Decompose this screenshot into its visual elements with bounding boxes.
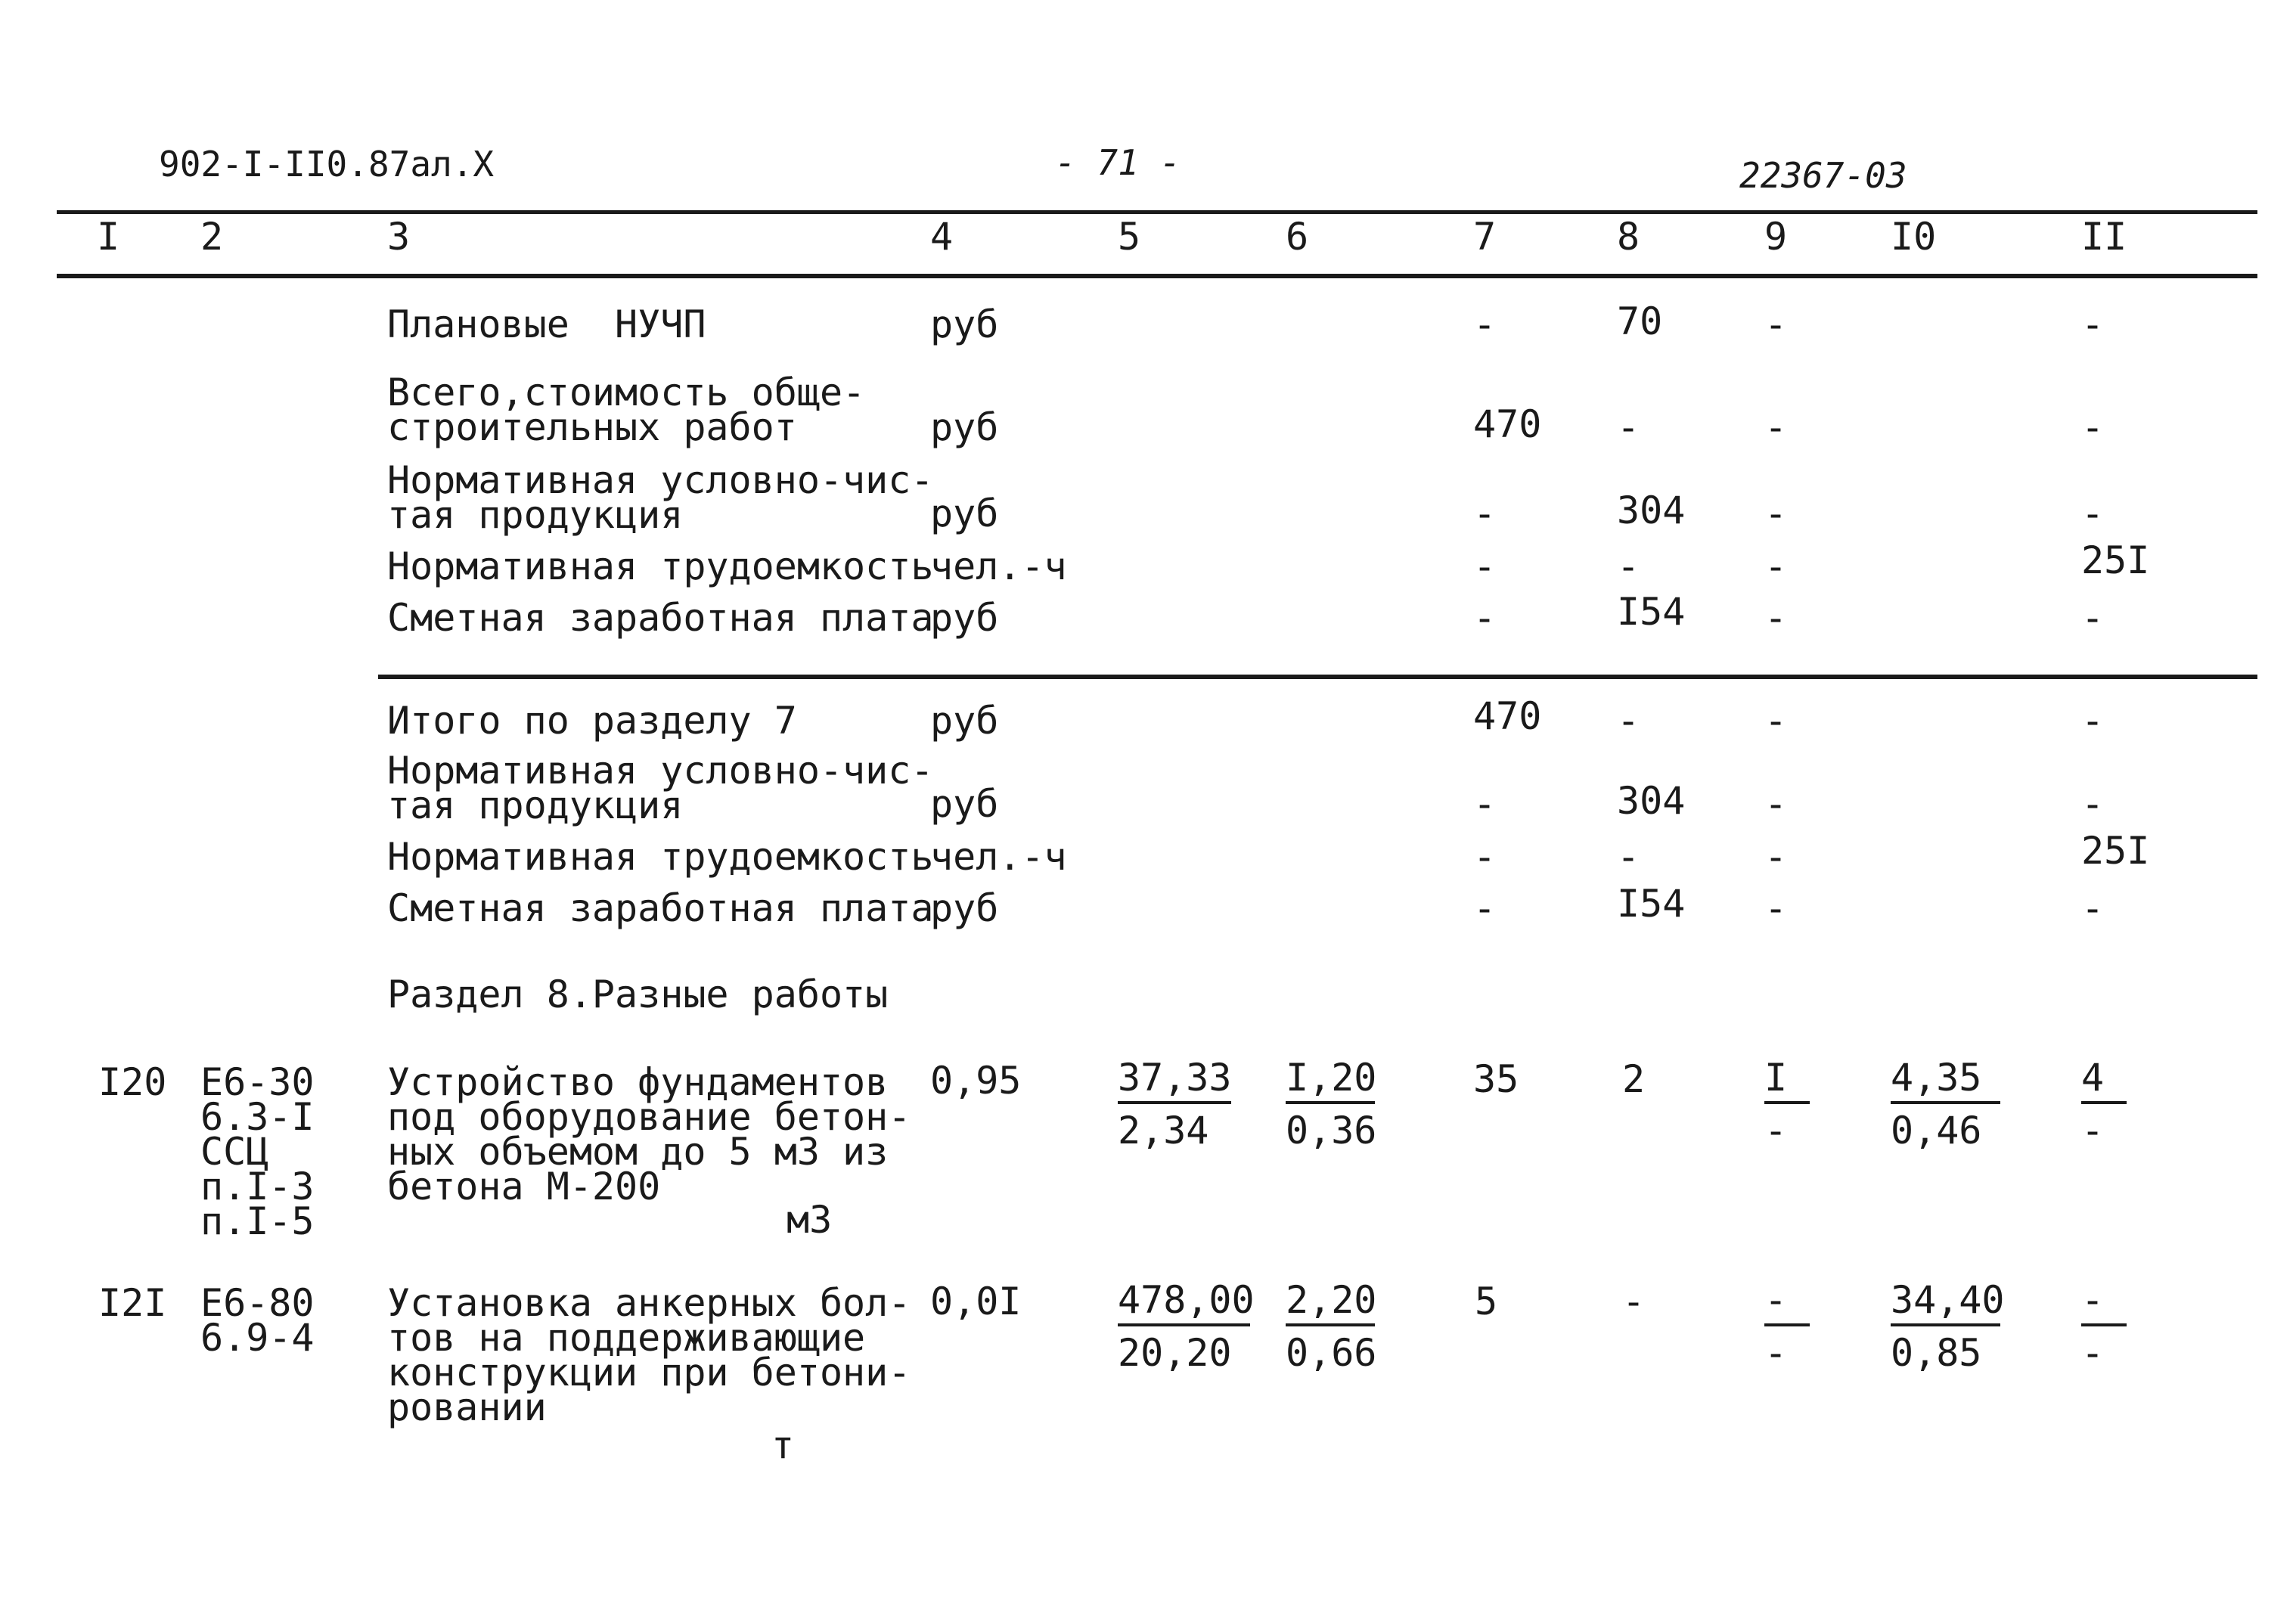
fraction-denominator: 0,46 [1891, 1109, 1982, 1153]
cell-col8: 304 [1617, 779, 1686, 823]
column-header: 7 [1473, 215, 1497, 259]
item-quantity: 0,0I [930, 1280, 1022, 1323]
fraction-numerator: I [1764, 1056, 1810, 1104]
cell-col7: - [1473, 544, 1497, 588]
item-code: Е6-80 6.9-4 [200, 1281, 315, 1360]
fraction-col6 [1286, 1056, 1375, 1153]
fraction-col10 [1891, 1278, 2005, 1375]
cell-col9: - [1764, 596, 1788, 640]
cell-col9: - [1764, 886, 1788, 930]
column-header: 3 [387, 215, 411, 259]
cell-col8: I54 [1617, 590, 1686, 634]
column-header: 8 [1617, 215, 1640, 259]
column-header: 9 [1764, 215, 1788, 259]
cell-col7: - [1473, 596, 1497, 640]
cell-col11: 25I [2081, 538, 2150, 582]
fraction-denominator: - [2081, 1109, 2105, 1153]
fraction-numerator: 4,35 [1891, 1056, 2000, 1104]
fraction-numerator: 478,00 [1118, 1278, 1250, 1326]
row-label: Нормативная условно-чис- тая продукция [387, 458, 934, 537]
row-label: Нормативная трудоемкость [387, 544, 934, 588]
row-label: Всего,стоимость обще- строительных работ [387, 371, 866, 449]
cell-col8: 70 [1617, 299, 1663, 343]
cell-col8: I54 [1617, 882, 1686, 926]
row-unit: чел.-ч [930, 835, 1067, 879]
fraction-denominator: - [2081, 1331, 2105, 1375]
item-quantity: 0,95 [930, 1059, 1022, 1103]
page-number: - 71 - [1055, 142, 1181, 183]
cell-col7: 35 [1473, 1057, 1519, 1101]
sheet-code: 22367-03 [1739, 155, 1907, 196]
cell-col11: - [2081, 886, 2105, 930]
row-unit: руб [930, 405, 999, 449]
item-number: I20 [98, 1060, 167, 1104]
cell-col9: - [1764, 544, 1788, 588]
fraction-numerator: 34,40 [1891, 1278, 2000, 1326]
column-header: 6 [1286, 215, 1309, 259]
cell-col7: 5 [1475, 1280, 1498, 1323]
cell-col7: 470 [1473, 402, 1542, 446]
item-description: Устройство фундаментов под оборудование бетон- ных объемом до 5 м3 из бетона М-200 [387, 1060, 911, 1208]
row-label: Нормативная условно-чис- тая продукция [387, 749, 934, 827]
fraction-denominator: 0,36 [1286, 1109, 1377, 1153]
cell-col9: - [1764, 492, 1788, 535]
column-header: 5 [1118, 215, 1141, 259]
column-header: I0 [1891, 215, 1937, 259]
cell-col8: - [1617, 835, 1640, 879]
cell-col11: 25I [2081, 829, 2150, 873]
cell-col11: - [2081, 492, 2105, 535]
row-label: Итого по разделу 7 [387, 699, 797, 743]
item-measure-unit: м3 [787, 1198, 833, 1242]
cell-col7: - [1473, 302, 1497, 346]
cell-col8: - [1617, 699, 1640, 743]
table-header-rule [57, 274, 2257, 278]
cell-col11: - [2081, 405, 2105, 449]
fraction-col9 [1764, 1278, 1810, 1375]
column-header: 2 [200, 215, 224, 259]
cell-col9: - [1764, 782, 1788, 826]
row-unit: чел.-ч [930, 544, 1067, 588]
fraction-col9 [1764, 1056, 1810, 1153]
cell-col8: - [1617, 544, 1640, 588]
column-header: II [2081, 215, 2127, 259]
row-unit: руб [930, 782, 999, 826]
fraction-denominator: - [1764, 1331, 1788, 1375]
item-number: I2I [98, 1281, 167, 1325]
fraction-numerator: 2,20 [1286, 1278, 1375, 1326]
cell-col7: 470 [1473, 694, 1542, 738]
fraction-col11 [2081, 1056, 2127, 1153]
cell-col11: - [2081, 699, 2105, 743]
fraction-numerator: 37,33 [1118, 1056, 1231, 1104]
row-unit: руб [930, 492, 999, 535]
column-header: 4 [930, 215, 954, 259]
fraction-denominator: - [1764, 1109, 1788, 1153]
cell-col9: - [1764, 699, 1788, 743]
cell-col11: - [2081, 596, 2105, 640]
fraction-numerator: - [2081, 1278, 2127, 1326]
row-unit: руб [930, 699, 999, 743]
cell-col7: - [1473, 492, 1497, 535]
cell-col8: 2 [1622, 1057, 1646, 1101]
fraction-denominator: 20,20 [1118, 1331, 1232, 1375]
fraction-denominator: 0,66 [1286, 1331, 1377, 1375]
cell-col8: 304 [1617, 489, 1686, 532]
cell-col9: - [1764, 405, 1788, 449]
fraction-denominator: 0,85 [1891, 1331, 1982, 1375]
fraction-col10 [1891, 1056, 2000, 1153]
fraction-numerator: - [1764, 1278, 1810, 1326]
fraction-col5 [1118, 1056, 1231, 1153]
cell-col9: - [1764, 302, 1788, 346]
row-label: Сметная заработная плата [387, 596, 934, 640]
fraction-col6 [1286, 1278, 1375, 1375]
fraction-col11 [2081, 1278, 2127, 1375]
item-measure-unit: т [771, 1423, 795, 1467]
section-divider [378, 675, 2257, 679]
item-code: Е6-30 6.3-I ССЦ п.I-3 п.I-5 [200, 1060, 315, 1243]
cell-col11: - [2081, 782, 2105, 826]
row-unit: руб [930, 302, 999, 346]
section-title: Раздел 8.Разные работы [387, 973, 889, 1016]
cell-col9: - [1764, 835, 1788, 879]
row-unit: руб [930, 886, 999, 930]
fraction-col5 [1118, 1278, 1255, 1375]
cell-col7: - [1473, 835, 1497, 879]
cell-col11: - [2081, 302, 2105, 346]
cell-col8: - [1622, 1280, 1646, 1323]
row-label: Плановые НУЧП [387, 302, 706, 346]
cell-col7: - [1473, 782, 1497, 826]
fraction-numerator: I,20 [1286, 1056, 1375, 1104]
column-header: I [97, 215, 120, 259]
item-description: Установка анкерных бол- тов на поддерживающие конструкции при бетони- ровании [387, 1281, 911, 1429]
fraction-denominator: 2,34 [1118, 1109, 1209, 1153]
cell-col8: - [1617, 405, 1640, 449]
row-label: Нормативная трудоемкость [387, 835, 934, 879]
cell-col7: - [1473, 886, 1497, 930]
row-unit: руб [930, 596, 999, 640]
document-code: 902-I-II0.87ал.X [159, 144, 495, 185]
row-label: Сметная заработная плата [387, 886, 934, 930]
table-top-rule [57, 210, 2257, 214]
fraction-numerator: 4 [2081, 1056, 2127, 1104]
